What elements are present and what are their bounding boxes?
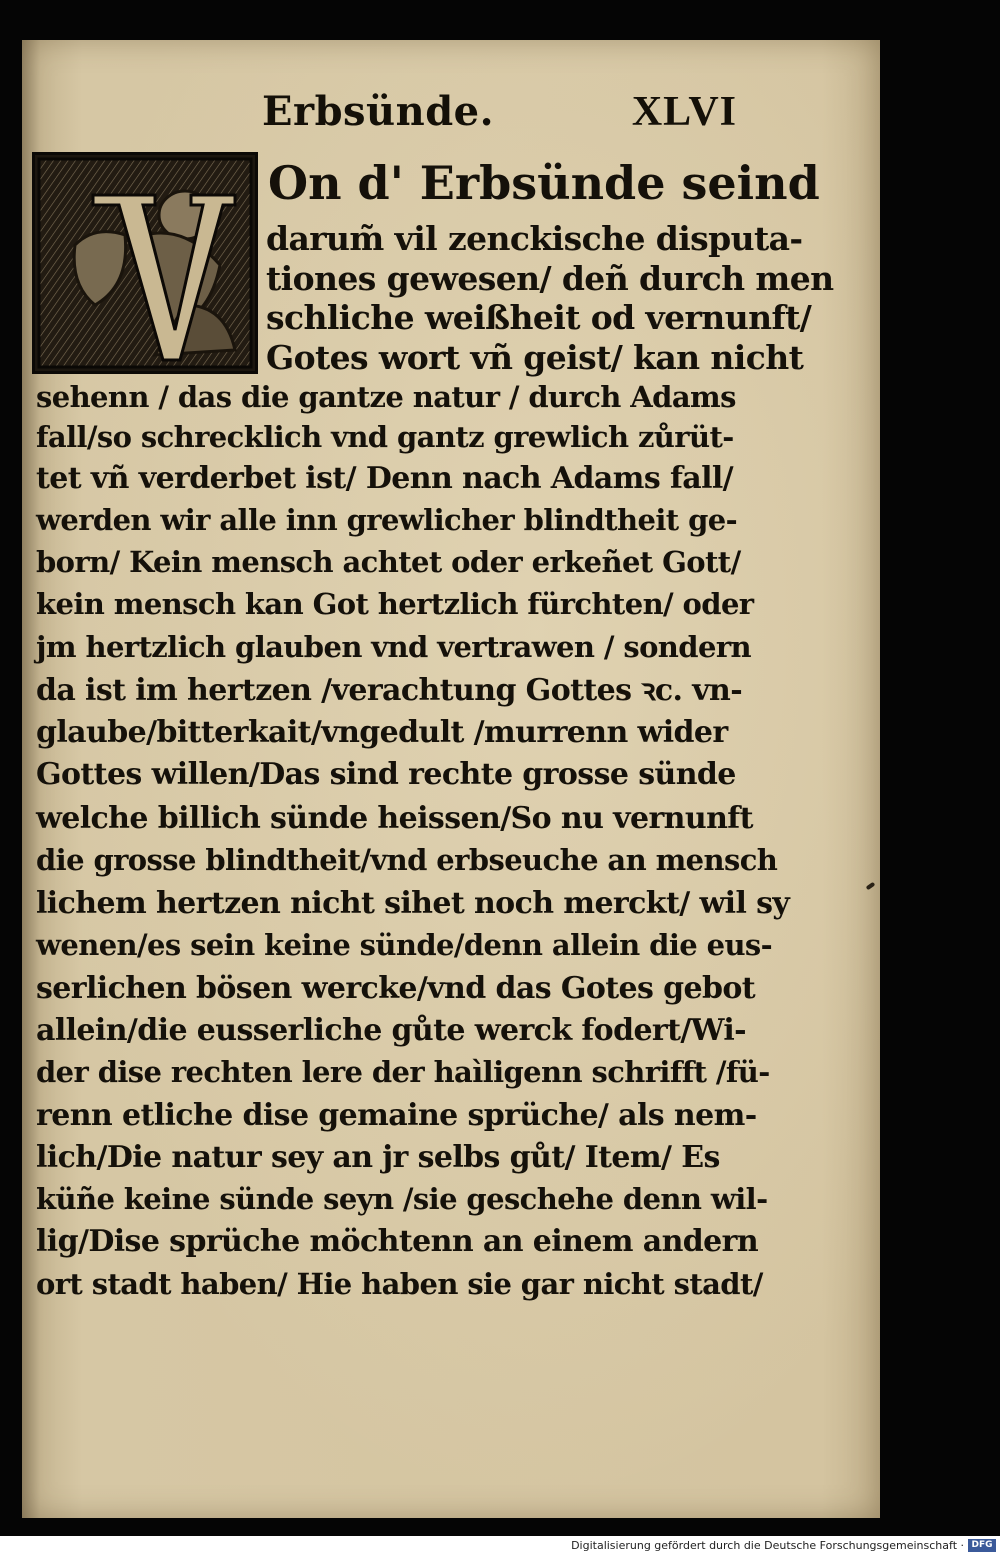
text-line: sehenn / das die gantze natur / durch Adams [36,380,736,414]
decorated-initial [32,152,258,374]
text-line: born/ Kein mensch achtet oder erkeñet Gott/ [36,545,741,579]
dfg-logo: DFG [968,1539,996,1552]
text-line: kein mensch kan Got hertzlich fürchten/ oder [36,587,754,621]
text-line: jm hertzlich glauben vnd vertrawen / sondern [36,630,751,664]
text-line: welche billich sünde heissen/So nu vernunft [36,801,753,836]
folio-number: XLVI [631,89,737,135]
text-line: Gotes wort vñ geist/ kan nicht [266,338,804,377]
text-line: darum̃ vil zenckische disputa- [266,219,803,258]
text-line: tet vñ verderbet ist/ Denn nach Adams fall/ [36,461,734,496]
text-line: ort stadt haben/ Hie haben sie gar nicht stadt/ [36,1267,763,1301]
text-line: die grosse blindtheit/vnd erbseuche an mensch [36,843,778,877]
text-line: da ist im hertzen /verachtung Gottes ꝛc. vn- [36,673,743,708]
page-header [262,88,737,138]
text-line: der dise rechten lere der haìligenn schrifft /fü- [36,1055,770,1089]
text-line: werden wir alle inn grewlicher blindtheit ge- [36,503,738,537]
text-line: Gottes willen/Das sind rechte grosse sünde [36,757,736,792]
text-line: lich/Die natur sey an jr selbs gůt/ Item/ Es [36,1140,720,1175]
text-line: fall/so schrecklich vnd gantz grewlich zůrüt- [36,420,734,454]
text-line: On d' Erbsünde seind [268,156,820,210]
text-line: tiones gewesen/ deñ durch men [266,259,834,298]
text-line: lig/Dise sprüche möchtenn an einem andern [36,1224,759,1259]
text-line: lichem hertzen nicht sihet noch merckt/ wil sy [36,886,790,921]
text-line: allein/die eusserliche gůte werck fodert/Wi- [36,1013,746,1048]
funding-credit: Digitalisierung gefördert durch die Deutsche Forschungsgemeinschaft · [571,1539,964,1552]
text-line: küñe keine sünde seyn /sie geschehe denn wil- [36,1182,768,1216]
text-line: wenen/es sein keine sünde/denn allein die eus- [36,928,773,962]
running-title: Erbsünde. [262,88,495,135]
text-line: schliche weißheit od vernunft/ [266,298,812,337]
decorated-initial-illustration [35,155,255,371]
text-line: glaube/bitterkait/vngedult /murrenn wider [36,715,728,750]
text-line: renn etliche dise gemaine sprüche/ als nem- [36,1098,757,1133]
footer-bar [0,1536,1000,1556]
text-line: serlichen bösen wercke/vnd das Gotes gebot [36,971,756,1006]
